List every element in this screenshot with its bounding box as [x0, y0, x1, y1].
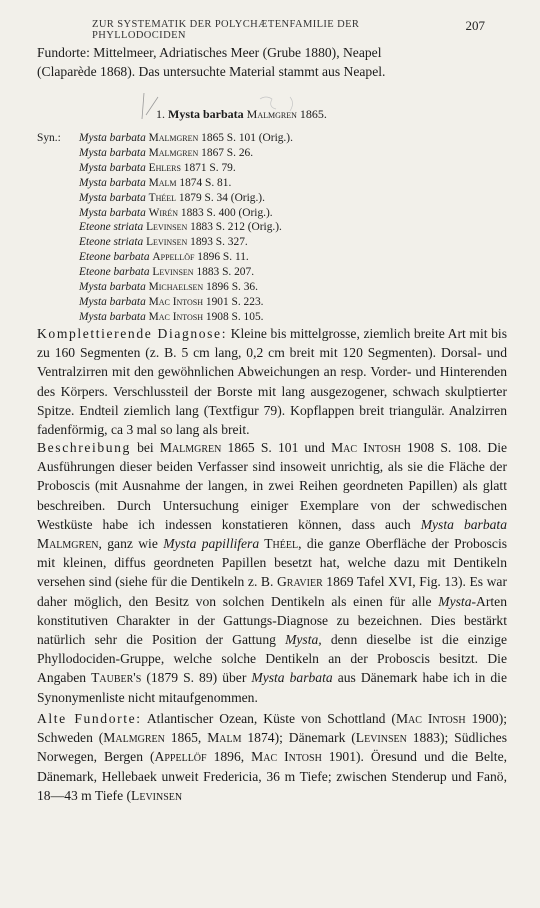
synonym-ref: 1896 S. 36. [206, 281, 258, 294]
synonym-author: Wirén [148, 206, 179, 219]
synonym-author: Appellöf [152, 251, 195, 264]
synonymy-row [37, 161, 507, 176]
taxon-name: Mysta papillifera [163, 536, 260, 552]
fundorte-line-1: Fundorte: Mittelmeer, Adriatisches Meer (Grube 1880), Neapel [37, 45, 382, 60]
synonym-taxon: Mysta barbata [79, 206, 146, 219]
synonym-taxon: Mysta barbata [79, 191, 146, 204]
body-text: 1900); Schweden ( [37, 711, 508, 746]
synonymy-list [37, 131, 507, 325]
author-name: Malmgren [103, 730, 165, 746]
author-name: Mac Intosh [251, 749, 322, 765]
taxon-name: Mysta barbata [420, 516, 507, 532]
species-heading [156, 107, 327, 122]
synonymy-row [37, 206, 507, 221]
synonym-author: Malm [148, 176, 177, 189]
synonym-ref: 1901 S. 223. [205, 295, 264, 308]
author-name: Mac Intosh [395, 711, 466, 726]
synonymy-row [37, 235, 507, 250]
author-name: Appellöf [154, 749, 207, 765]
beschreibung-paragraph [37, 438, 507, 707]
author-name: Tauber's [91, 670, 142, 686]
author-name: Malm [207, 730, 242, 746]
species-name: Mysta barbata [168, 107, 244, 121]
synonymy-label: Syn.: [37, 132, 61, 144]
synonym-author: Michaelsen [148, 281, 204, 294]
diagnose-paragraph [37, 324, 507, 439]
body-text: 1901). Öresund und die Belte, Dänemark, Hellebaek unweit Fredericia, 36 m Tiefe; zwischen Stenderup und Fanö, 18—43 m Tiefe ( [37, 749, 507, 803]
author-name: Gravier [276, 574, 323, 590]
author-name: Levinsen [355, 730, 407, 746]
synonym-taxon: Mysta barbata [79, 146, 146, 159]
body-text: (1879 S. 89) über [141, 670, 252, 686]
synonym-ref: 1896 S. 11. [197, 251, 249, 264]
synonym-author: Malmgren [148, 132, 199, 144]
synonym-ref: 1908 S. 105. [205, 310, 264, 323]
body-text: 1869 Tafel XVI, Fig. 13). Es war daher möglich, den Besitz von solchen Dentikeln als einen für alle [37, 574, 507, 609]
fundorte-line-2: (Claparède 1868). Das untersuchte Material stammt aus Neapel. [37, 64, 386, 80]
synonym-taxon: Eteone striata [79, 236, 144, 249]
synonym-taxon: Mysta barbata [79, 310, 146, 323]
body-text: 1883); Südliches Norwegen, Bergen ( [37, 730, 508, 765]
synonym-author: Ehlers [148, 161, 181, 174]
synonym-taxon: Mysta barbata [79, 176, 146, 189]
synonym-author: Levinsen [152, 266, 194, 279]
synonym-ref: 1871 S. 79. [183, 161, 236, 174]
body-text: 1865, [164, 730, 208, 746]
synonym-author: Théel [148, 191, 177, 204]
synonymy-row [37, 191, 507, 206]
synonymy-row [37, 280, 507, 295]
synonymy-row [37, 310, 507, 325]
author-name: Mac Intosh [331, 440, 401, 455]
synonym-ref: 1883 S. 400 (Orig.). [180, 206, 273, 219]
synonym-author: Mac Intosh [148, 295, 204, 308]
synonym-taxon: Mysta barbata [79, 295, 146, 308]
synonym-ref: 1883 S. 212 (Orig.). [190, 221, 282, 234]
species-year: 1865. [299, 107, 327, 121]
synonym-ref: 1883 S. 207. [196, 266, 255, 279]
synonymy-row [37, 146, 507, 161]
synonymy-row [37, 250, 507, 265]
body-text: , die ganze Oberfläche der Proboscis mit kleinen, diffus geordneten Papillen besetzt hat, welche dazu mit Dentikeln versehen sind (siehe für die Dentikeln z. B. [37, 536, 508, 590]
diagnose-text: Kleine bis mittelgrosse, ziemlich breite Art mit bis zu 160 Segmenten (z. B. 5 cm lang, 0,2 cm breit mit 120 Segmenten). Dorsal- und Ventralzirren mit den gewöhnlichen Abweichungen an resp. Vorder- und Hinterenden des Körpers. Verschlussteil der Borste mit lang ausgezogener, schwach skulptierter Spitze. Endteil ziemlich lang (Textfigur 79). Kopflappen breit triangulär. Analzirren fadenförmig, ca 3 mal so lang als breit. [37, 326, 507, 438]
body-text: , ganz wie [98, 536, 164, 552]
body-text: aus Dänemark habe ich in die Synonymenliste nicht mitaufgenommen. [37, 670, 507, 705]
species-number: 1. [156, 107, 165, 121]
body-text: bei [130, 440, 160, 455]
synonym-ref: 1867 S. 26. [201, 146, 254, 159]
synonym-taxon: Eteone striata [79, 221, 144, 234]
taxon-name: Mysta, [285, 632, 322, 648]
diagnose-heading: Komplettierende Diagnose: [37, 326, 228, 341]
synonym-author: Levinsen [146, 221, 188, 234]
alte-fundorte-heading: Alte Fundorte: [37, 711, 142, 726]
taxon-name: Mysta [438, 593, 472, 609]
body-text: Atlantischer Ozean, Küste von Schottland ( [141, 711, 396, 726]
author-name: Malmgren [159, 440, 222, 455]
synonym-ref: 1865 S. 101 (Orig.). [201, 132, 293, 144]
synonym-taxon: Eteone barbata [79, 266, 150, 279]
synonymy-row [37, 220, 507, 235]
page-number: 207 [465, 18, 485, 33]
body-text: 1908 S. 108. Die Ausführungen dieser beiden Verfasser sind insoweit unrichtig, als sie die Fläche der Proboscis (mit Ausnahme der langen, in zwei Reihen geordneten Papillen) als glatt beschreiben. Durch Untersuchung einiger Exemplare von der schwedischen Westküste habe ich indessen konstatieren können, dass auch [37, 440, 508, 532]
taxon-name: Mysta barbata [251, 670, 333, 686]
body-text: 1896, [206, 749, 252, 765]
fundorte-paragraph [37, 43, 507, 81]
synonym-author: Levinsen [146, 236, 188, 249]
synonym-author: Malmgren [148, 146, 199, 159]
synonymy-row [37, 295, 507, 310]
synonym-author: Mac Intosh [148, 310, 204, 323]
synonym-ref: 1874 S. 81. [179, 176, 232, 189]
synonymy-row [37, 131, 507, 146]
beschreibung-heading: Beschreibung [37, 440, 131, 455]
species-author: Malmgren [246, 107, 297, 121]
synonymy-row [37, 176, 507, 191]
author-name: Malmgren [37, 536, 99, 552]
synonym-taxon: Mysta barbata [79, 281, 146, 294]
synonym-ref: 1893 S. 327. [190, 236, 248, 249]
alte-fundorte-paragraph [37, 709, 507, 805]
synonym-taxon: Mysta barbata [79, 161, 146, 174]
pencil-annotation [140, 89, 360, 129]
synonym-taxon: Eteone barbata [79, 251, 150, 264]
synonym-ref: 1879 S. 34 (Orig.). [178, 191, 265, 204]
body-text: 1874); Dänemark ( [241, 730, 356, 746]
synonym-taxon: Mysta barbata [79, 132, 146, 144]
body-text: 1865 S. 101 und [221, 440, 332, 455]
author-name: Levinsen [131, 787, 183, 803]
running-header: ZUR SYSTEMATIK DER POLYCHÆTENFAMILIE DER PHYLLODOCIDEN [92, 19, 360, 41]
body-text: -Arten konstitutiven Charakter in der Gattungs-Diagnose zu bezeichnen. Dies bestärkt natürlich sehr die Position der Gattung [37, 593, 507, 648]
synonymy-row [37, 265, 507, 280]
body-text: denn dieselbe ist die einzige Phyllodociden-Gruppe, welche solche Dentikeln an der Proboscis besitzt. Die Angaben [37, 632, 508, 686]
author-name: Théel [259, 536, 299, 552]
